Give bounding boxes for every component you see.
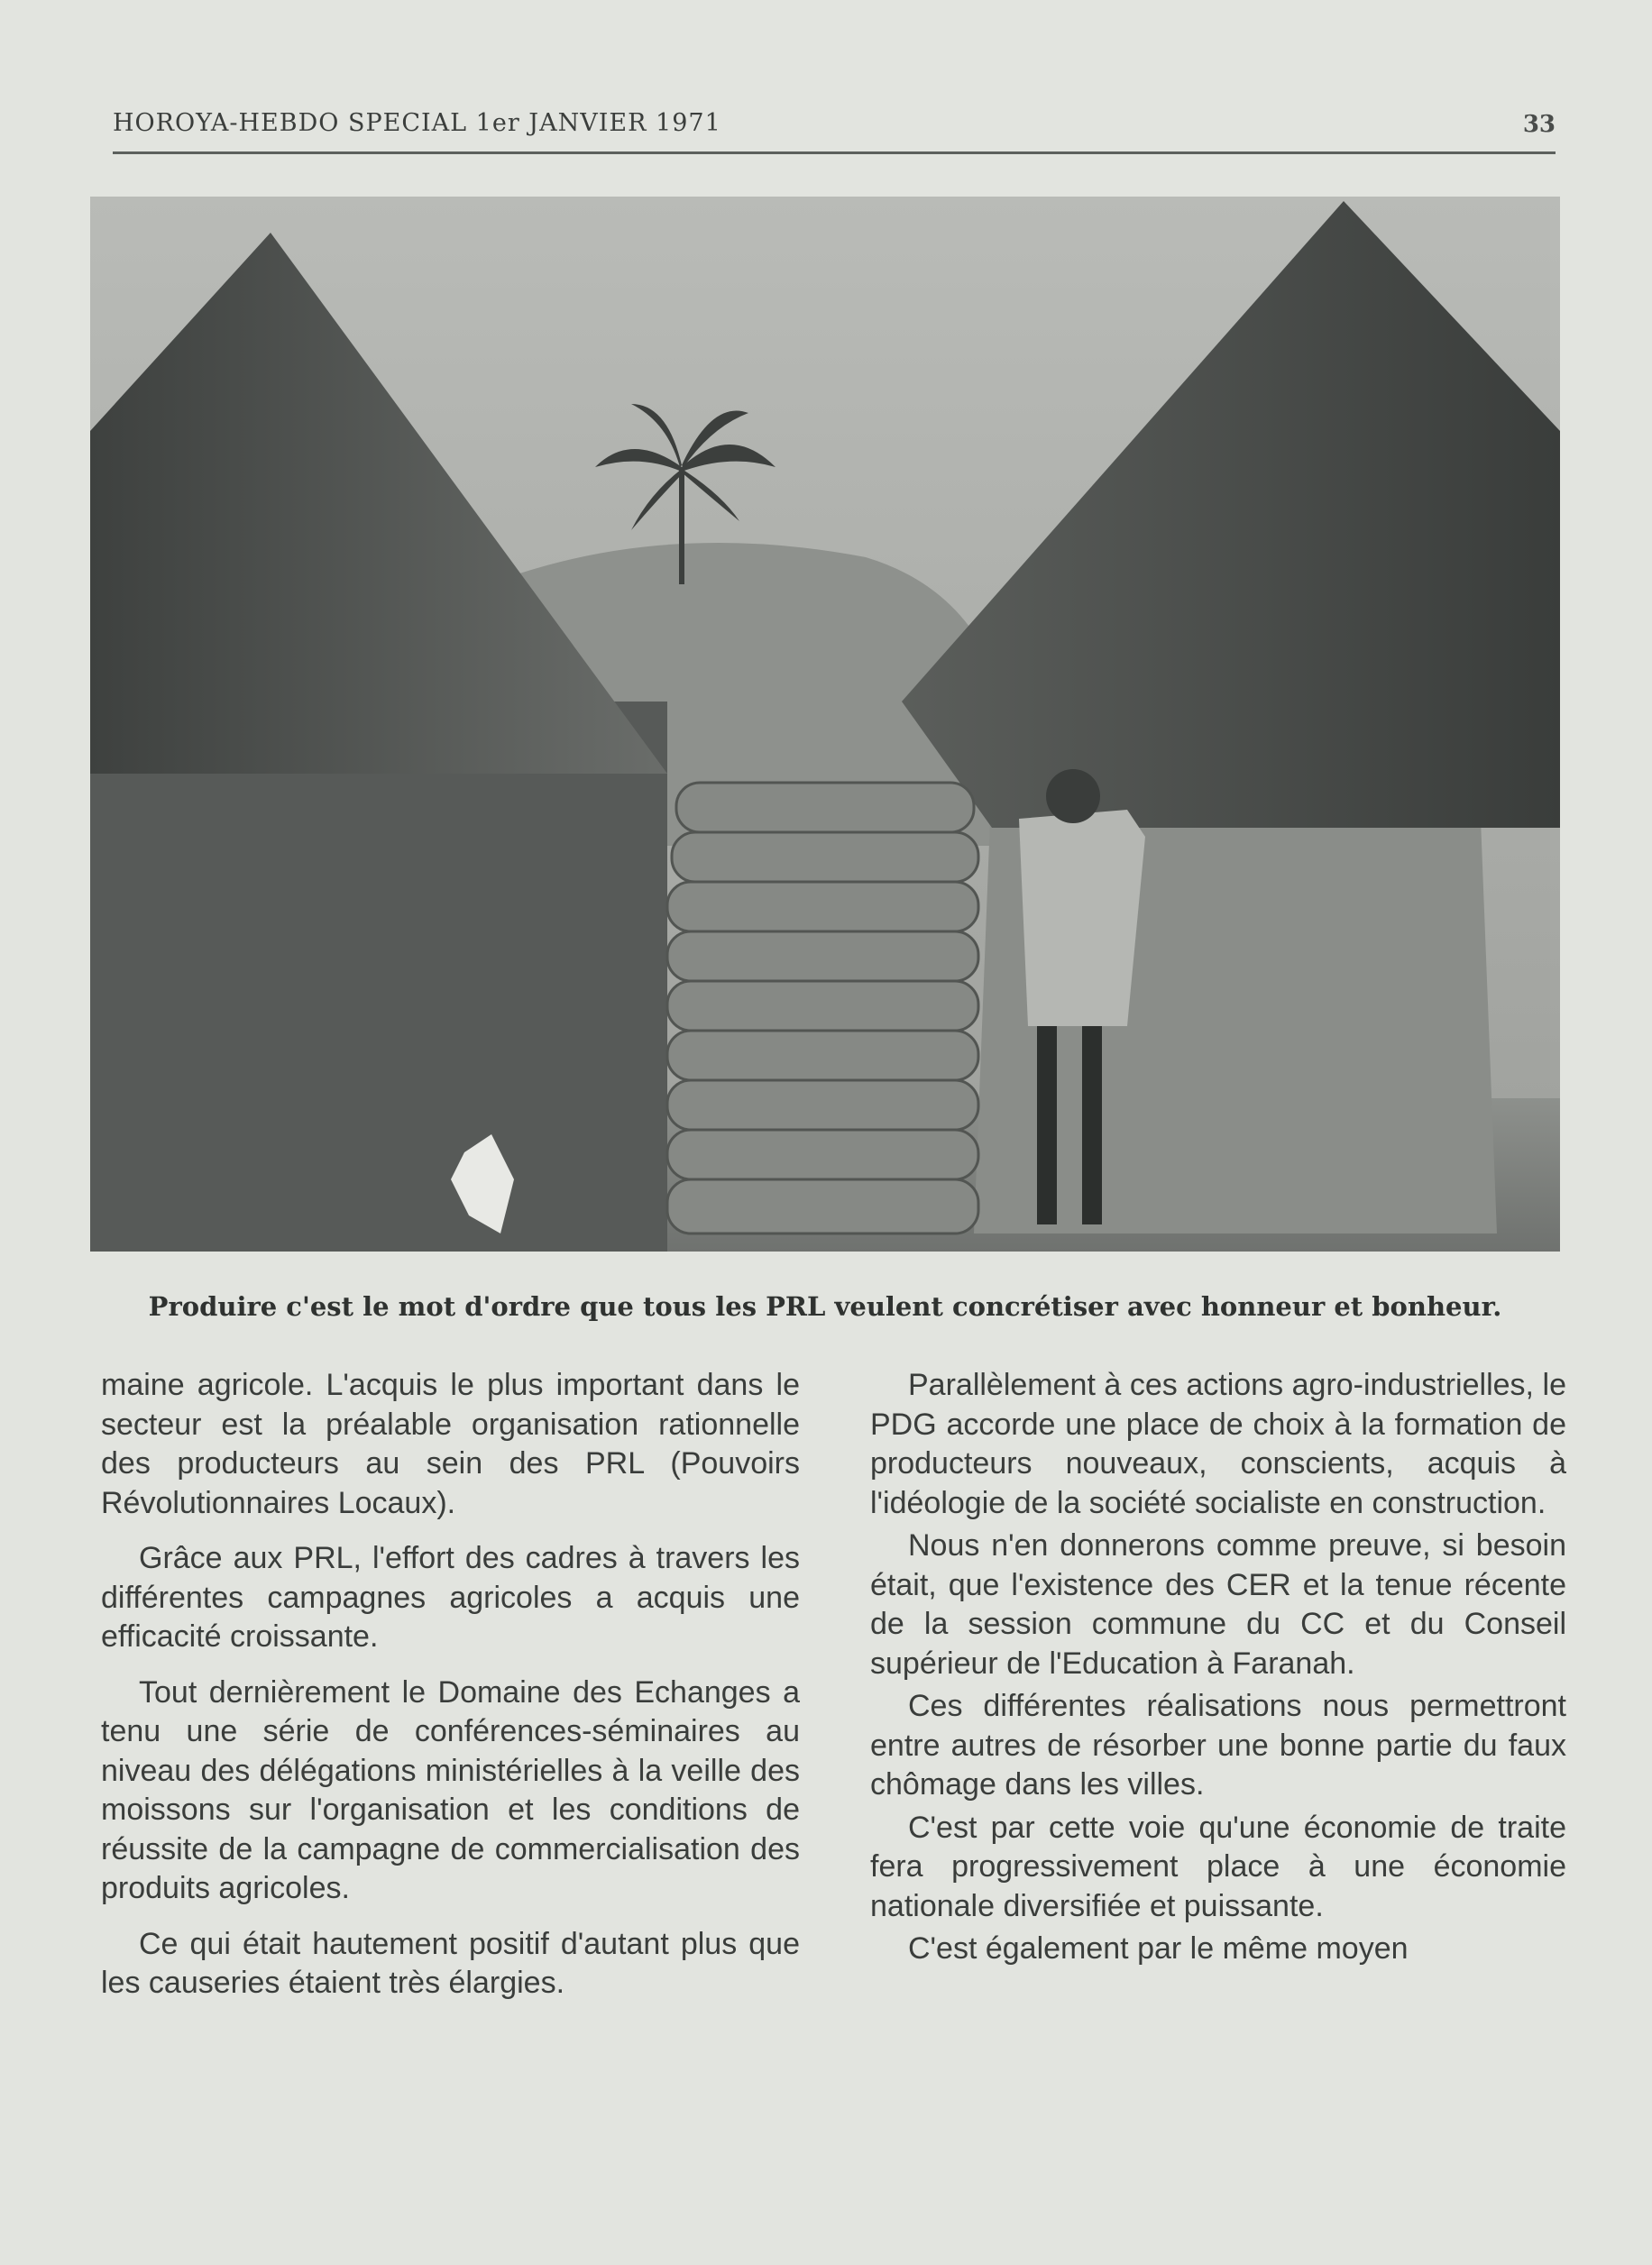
right-paragraph-4: C'est par cette voie qu'une économie de traite fera progressivement place à une économie nationale diversifiée et puissante. [870,1810,1566,1923]
right-column [870,1366,1566,1973]
left-paragraph-3: Tout dernièrement le Domaine des Echanges a tenu une série de conférences-séminaires au niveau des délégations ministérielles à la veille des moissons sur l'organisation et les conditions de réussite de la campagne de commercialisation des produits agricoles. [101,1674,800,1905]
photo-caption: Produire c'est le mot d'ordre que tous les PRL veulent concrétiser avec honneur et bonheur. [148,1291,1502,1322]
left-column [101,1366,800,2020]
page-number: 33 [1522,111,1556,138]
article-photo [90,197,1560,1252]
publication-title: HOROYA-HEBDO SPECIAL 1er JANVIER 1971 [113,109,721,137]
granaries-photo-illustration [90,197,1560,1252]
right-paragraph-1: Parallèlement à ces actions agro-industrielles, le PDG accorde une place de choix à la formation de producteurs nouveaux, conscients, acquis à l'idéologie de la société socialiste en construction. [870,1368,1566,1520]
right-paragraph-3: Ces différentes réalisations nous permettront entre autres de résorber une bonne partie du faux chômage dans les villes. [870,1689,1566,1802]
left-paragraph-2: Grâce aux PRL, l'effort des cadres à travers les différentes campagnes agricoles a acquis une efficacité croissante. [101,1541,800,1654]
sack-stack [667,783,978,1233]
right-paragraph-2: Nous n'en donnerons comme preuve, si besoin était, que l'existence des CER et la tenue récente de la session commune du CC et du Conseil supérieur de l'Education à Faranah. [870,1528,1566,1681]
right-paragraph-5: C'est également par le même moyen [908,1931,1409,1966]
left-paragraph-4: Ce qui était hautement positif d'autant plus que les causeries étaient très élargies. [101,1926,800,2000]
page-header [113,104,1556,143]
header-rule [113,151,1556,154]
left-paragraph-1: maine agricole. L'acquis le plus important dans le secteur est la préalable organisation rationnelle des producteurs au sein des PRL (Pouvoirs Révolutionnaires Locaux). [101,1368,800,1520]
